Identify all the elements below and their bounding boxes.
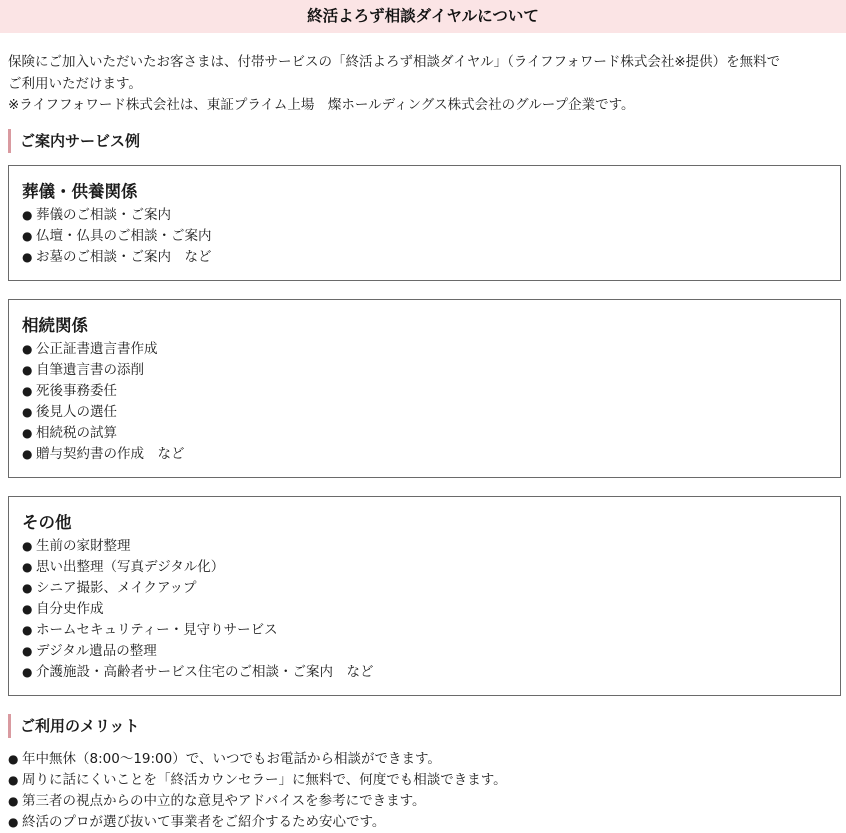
- bullet-icon: ●: [8, 794, 19, 808]
- list-item: ● 年中無休（8:00〜19:00）で、いつでもお電話から相談ができます。: [8, 749, 842, 770]
- service-box-title: 葬儀・供養関係: [22, 182, 138, 201]
- intro-text: [8, 52, 842, 117]
- bullet-icon: ●: [22, 539, 33, 553]
- bullet-icon: ●: [22, 342, 33, 356]
- page-title: 終活よろず相談ダイヤルについて: [0, 0, 846, 33]
- list-item: ● 後見人の選任: [22, 402, 827, 423]
- bullet-icon: ●: [22, 229, 33, 243]
- list-item: ● 第三者の視点からの中立的な意見やアドバイスを参考にできます。: [8, 791, 842, 812]
- list-item: ● 相続税の試算: [22, 423, 827, 444]
- service-list: [22, 205, 827, 268]
- service-list: [22, 339, 827, 465]
- list-item: ● 贈与契約書の作成 など: [22, 444, 827, 465]
- bullet-icon: ●: [22, 644, 33, 658]
- service-box-other: [8, 496, 841, 696]
- bullet-icon: ●: [22, 208, 33, 222]
- bullet-icon: ●: [22, 384, 33, 398]
- list-item: ● 仏壇・仏具のご相談・ご案内: [22, 226, 827, 247]
- bullet-icon: ●: [22, 665, 33, 679]
- list-item: ● 自分史作成: [22, 599, 827, 620]
- bullet-icon: ●: [22, 363, 33, 377]
- list-item: ● 介護施設・高齢者サービス住宅のご相談・ご案内 など: [22, 662, 827, 683]
- list-item: ● 終活のプロが選び抜いて事業者をご紹介するため安心です。: [8, 812, 842, 833]
- service-box-inheritance: [8, 299, 841, 478]
- merits-heading: ご利用のメリット: [8, 714, 139, 738]
- services-heading: ご案内サービス例: [8, 129, 140, 153]
- list-item: ● シニア撮影、メイクアップ: [22, 578, 827, 599]
- list-item: ● 葬儀のご相談・ご案内: [22, 205, 827, 226]
- service-box-title: その他: [22, 513, 72, 532]
- bullet-icon: ●: [8, 815, 19, 829]
- bullet-icon: ●: [22, 560, 33, 574]
- service-box-title: 相続関係: [22, 316, 88, 335]
- list-item: ● 公正証書遺言書作成: [22, 339, 827, 360]
- bullet-icon: ●: [22, 623, 33, 637]
- list-item: ● デジタル遺品の整理: [22, 641, 827, 662]
- list-item: ● お墓のご相談・ご案内 など: [22, 247, 827, 268]
- list-item: ● 死後事務委任: [22, 381, 827, 402]
- list-item: ● 周りに話にくいことを「終活カウンセラー」に無料で、何度でも相談できます。: [8, 770, 842, 791]
- list-item: ● 自筆遺言書の添削: [22, 360, 827, 381]
- bullet-icon: ●: [22, 581, 33, 595]
- list-item: ● 生前の家財整理: [22, 536, 827, 557]
- intro-line-3: ※ライフフォワード株式会社は、東証プライム上場 燦ホールディングス株式会社のグループ企業です。: [8, 97, 635, 113]
- intro-line-1: 保険にご加入いただいたお客さまは、付帯サービスの「終活よろず相談ダイヤル」（ライフフォワード株式会社※提供）を無料で: [8, 54, 781, 70]
- intro-line-2: ご利用いただけます。: [8, 75, 142, 92]
- bullet-icon: ●: [22, 405, 33, 419]
- merits-list: [8, 749, 842, 833]
- bullet-icon: ●: [8, 752, 19, 766]
- bullet-icon: ●: [8, 773, 19, 787]
- service-box-funeral: [8, 165, 841, 281]
- bullet-icon: ●: [22, 426, 33, 440]
- service-list: [22, 536, 827, 683]
- bullet-icon: ●: [22, 447, 33, 461]
- list-item: ● ホームセキュリティー・見守りサービス: [22, 620, 827, 641]
- bullet-icon: ●: [22, 250, 33, 264]
- bullet-icon: ●: [22, 602, 33, 616]
- list-item: ● 思い出整理（写真デジタル化）: [22, 557, 827, 578]
